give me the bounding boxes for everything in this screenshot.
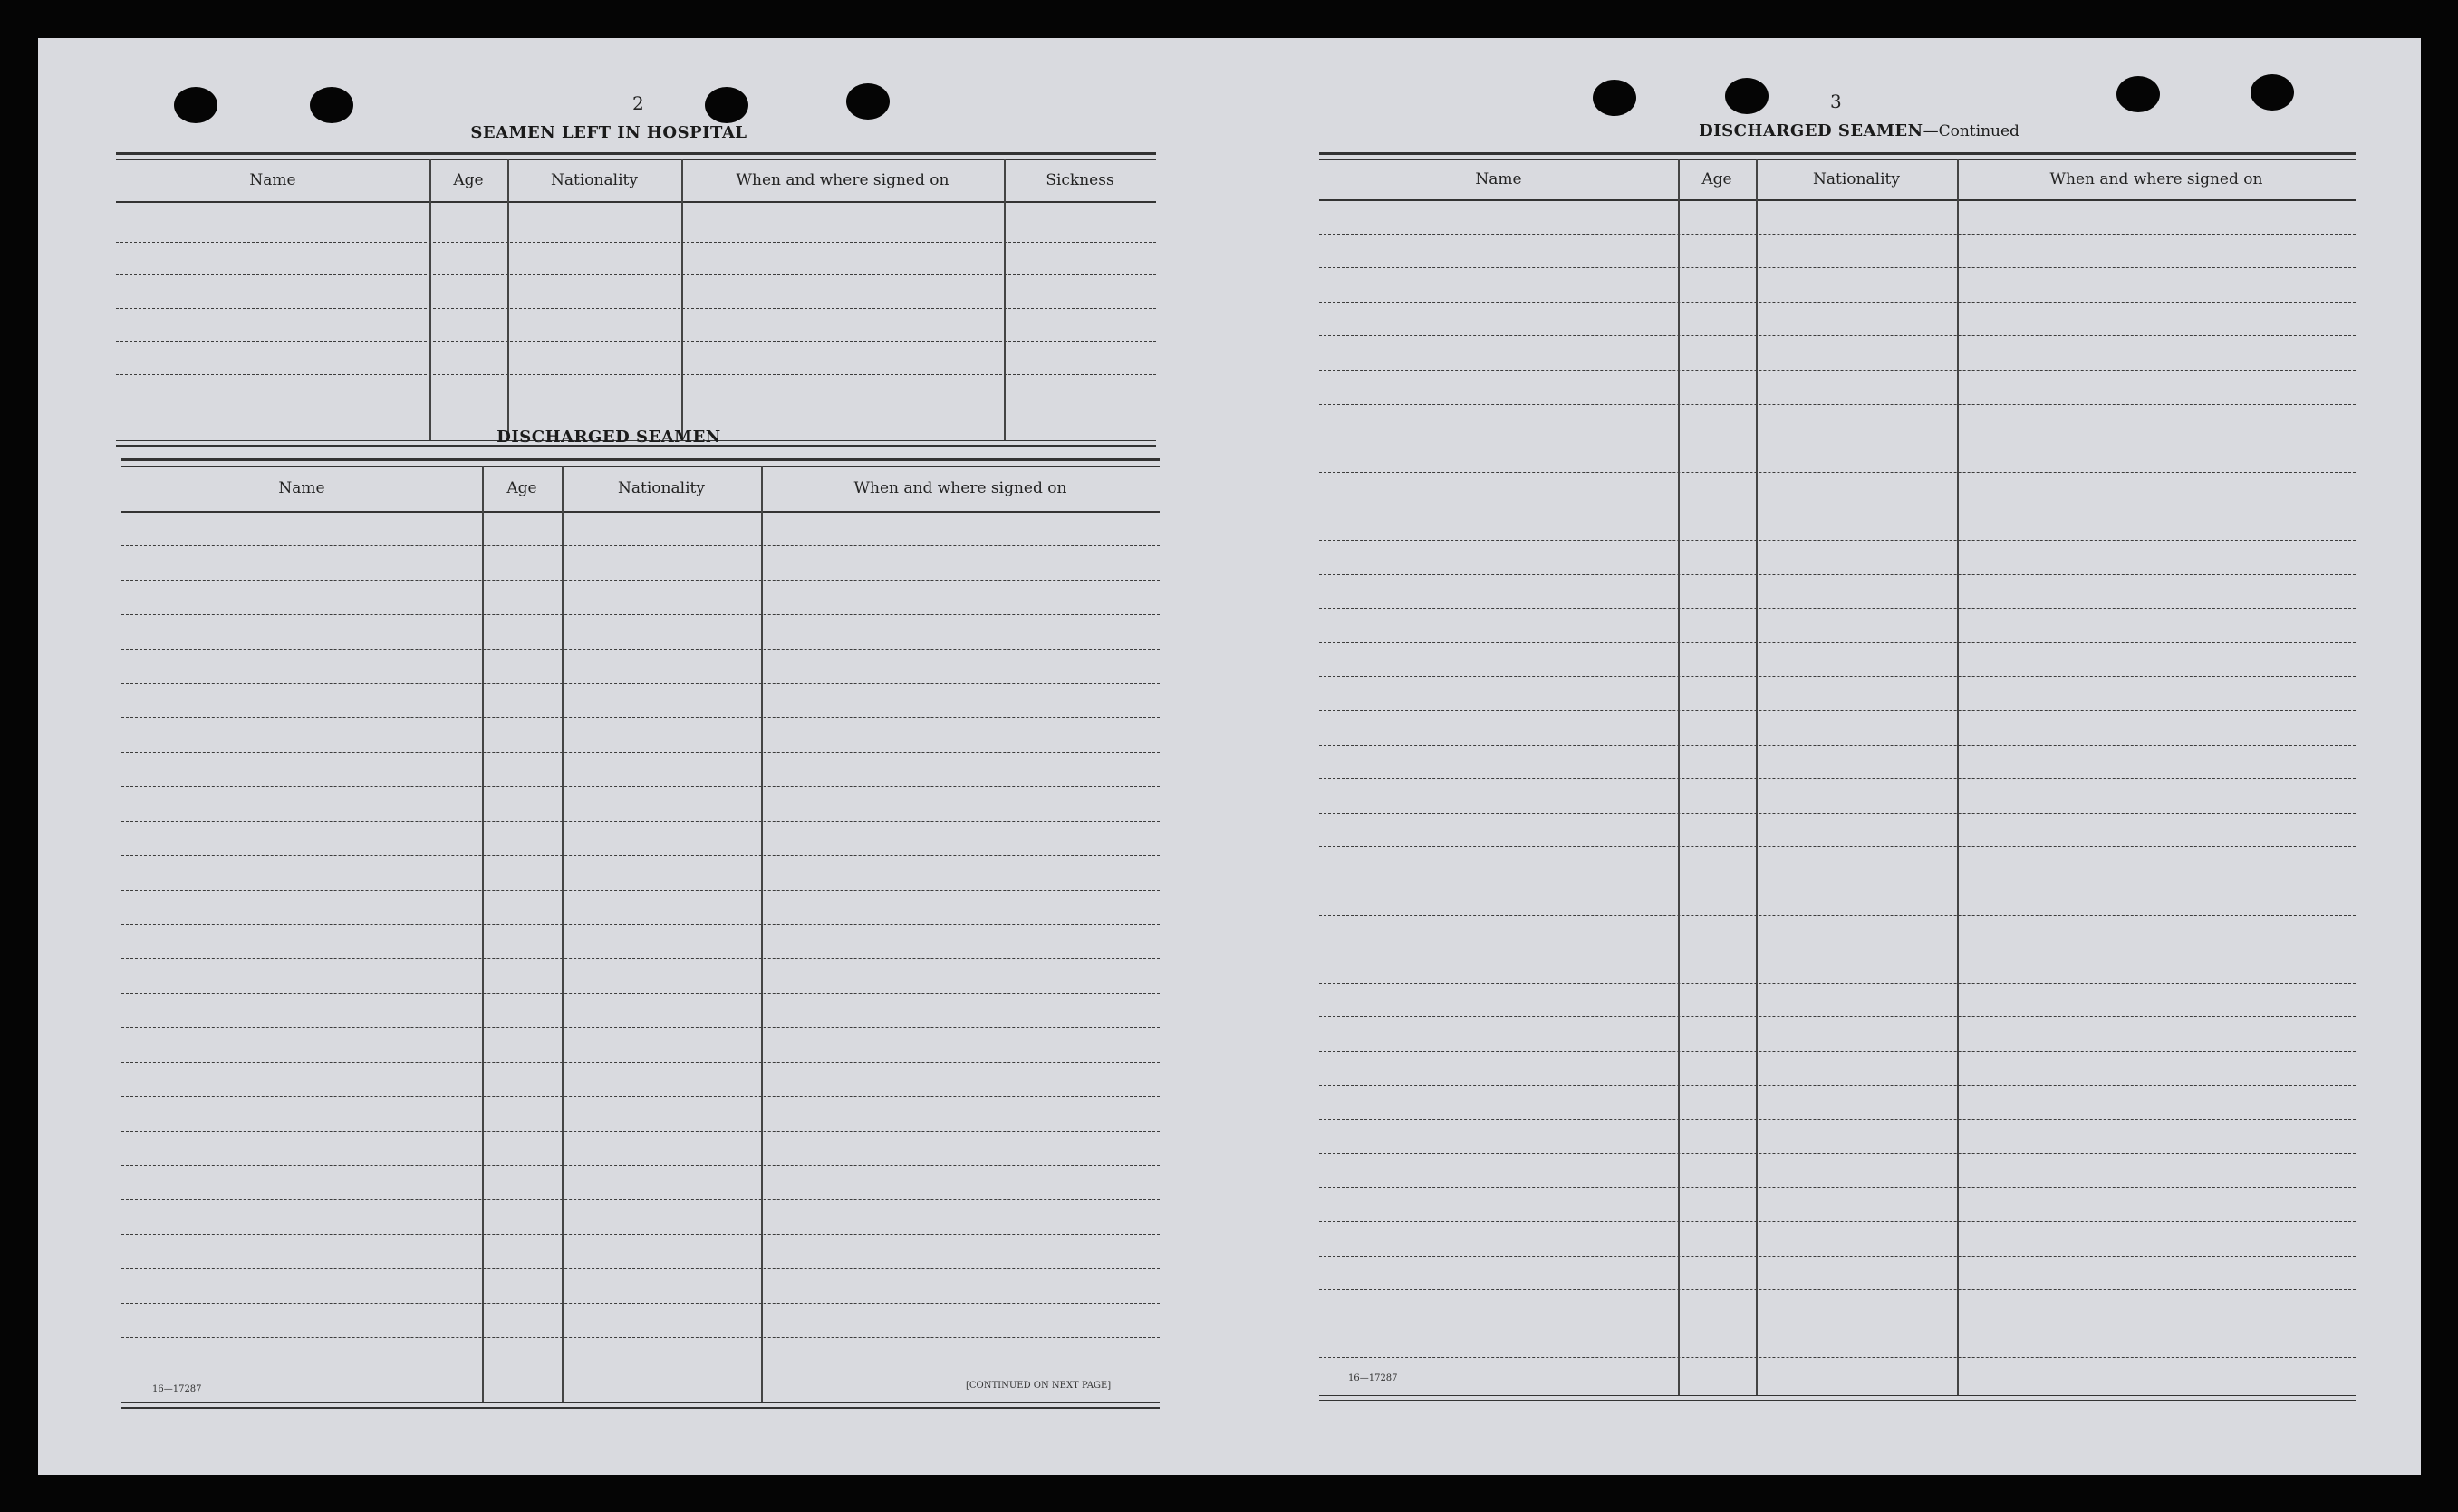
table-bottom-rule xyxy=(121,1402,1160,1409)
punch-hole xyxy=(2251,74,2294,111)
punch-hole xyxy=(1593,80,1636,116)
discharged-continued-title xyxy=(1651,121,2068,140)
table-row xyxy=(1319,983,2356,984)
column-divider xyxy=(482,466,484,1402)
table-row xyxy=(1319,370,2356,371)
table-row xyxy=(121,1303,1160,1304)
column-header-nationality: Nationality xyxy=(1813,170,1900,188)
hospital-section-title: SEAMEN LEFT IN HOSPITAL xyxy=(470,123,747,142)
table-row xyxy=(116,308,1156,309)
table-row xyxy=(121,1096,1160,1097)
table-row xyxy=(1319,267,2356,268)
table-row xyxy=(121,924,1160,925)
table-header xyxy=(121,466,1160,513)
table-row xyxy=(1319,234,2356,235)
table-row xyxy=(1319,1119,2356,1120)
column-divider xyxy=(1756,159,1758,1395)
table-row xyxy=(1319,745,2356,746)
table-row xyxy=(121,993,1160,994)
column-header-sickness: Sickness xyxy=(1046,171,1114,189)
table-row xyxy=(116,274,1156,275)
title-main: DISCHARGED SEAMEN xyxy=(1699,121,1923,140)
table-row xyxy=(1319,1357,2356,1358)
discharged-table-left xyxy=(121,458,1160,1413)
column-header-name: Name xyxy=(1475,170,1522,188)
column-header-signed-on: When and where signed on xyxy=(2049,170,2263,188)
table-row xyxy=(121,683,1160,684)
column-header-name: Name xyxy=(278,479,325,497)
table-row xyxy=(1319,676,2356,677)
table-row xyxy=(1319,1051,2356,1052)
table-row xyxy=(1319,1016,2356,1017)
column-divider xyxy=(562,466,564,1402)
table-row xyxy=(1319,335,2356,336)
table-row xyxy=(121,649,1160,650)
table-row xyxy=(1319,915,2356,916)
table-row xyxy=(121,580,1160,581)
punch-hole xyxy=(705,87,748,123)
punch-hole xyxy=(310,87,353,123)
table-row xyxy=(121,1165,1160,1166)
column-divider xyxy=(681,159,683,440)
table-row xyxy=(1319,1153,2356,1154)
column-divider xyxy=(761,466,763,1402)
table-row xyxy=(121,1268,1160,1269)
column-header-nationality: Nationality xyxy=(551,171,638,189)
column-header-age: Age xyxy=(506,479,537,497)
table-row xyxy=(121,855,1160,856)
punch-hole xyxy=(2116,76,2160,112)
table-row xyxy=(121,1131,1160,1132)
table-row xyxy=(121,614,1160,615)
table-row xyxy=(121,786,1160,787)
column-divider xyxy=(429,159,431,440)
table-row xyxy=(1319,1256,2356,1257)
continued-note: [CONTINUED ON NEXT PAGE] xyxy=(966,1381,1112,1391)
hospital-table xyxy=(116,152,1156,460)
column-header-name: Name xyxy=(249,171,296,189)
discharged-table-right xyxy=(1319,152,2356,1408)
column-divider xyxy=(1678,159,1680,1395)
table-row xyxy=(116,341,1156,342)
punch-hole xyxy=(174,87,217,123)
column-header-age: Age xyxy=(1701,170,1732,188)
column-header-signed-on: When and where signed on xyxy=(853,479,1067,497)
form-number-left: 16—17287 xyxy=(152,1384,202,1394)
table-row xyxy=(1319,574,2356,575)
table-row xyxy=(1319,302,2356,303)
table-row xyxy=(121,1027,1160,1028)
table-row xyxy=(1319,472,2356,473)
discharged-section-title: DISCHARGED SEAMEN xyxy=(496,428,721,447)
table-header xyxy=(1319,159,2356,201)
table-bottom-rule xyxy=(1319,1395,2356,1401)
table-row xyxy=(116,374,1156,375)
punch-hole xyxy=(846,83,890,120)
table-row xyxy=(121,821,1160,822)
punch-hole xyxy=(1725,78,1769,114)
table-row xyxy=(1319,1085,2356,1086)
table-row xyxy=(121,1234,1160,1235)
form-number-right: 16—17287 xyxy=(1348,1373,1398,1383)
table-row xyxy=(1319,608,2356,609)
column-divider xyxy=(1004,159,1006,440)
column-divider xyxy=(507,159,509,440)
table-row xyxy=(121,545,1160,546)
column-header-nationality: Nationality xyxy=(618,479,705,497)
table-row xyxy=(116,242,1156,243)
table-row xyxy=(1319,540,2356,541)
table-row xyxy=(1319,1221,2356,1222)
table-row xyxy=(121,890,1160,891)
column-header-signed-on: When and where signed on xyxy=(736,171,949,189)
column-header-age: Age xyxy=(453,171,484,189)
page-number-right: 3 xyxy=(1830,91,1842,112)
table-row xyxy=(1319,642,2356,643)
table-header xyxy=(116,159,1156,203)
table-row xyxy=(1319,1187,2356,1188)
page-number-left: 2 xyxy=(632,92,644,114)
table-row xyxy=(1319,778,2356,779)
table-row xyxy=(1319,813,2356,814)
table-row xyxy=(1319,846,2356,847)
table-row xyxy=(1319,1289,2356,1290)
column-divider xyxy=(1957,159,1959,1395)
form-sheet xyxy=(38,38,2421,1475)
table-row xyxy=(121,958,1160,959)
table-row xyxy=(1319,404,2356,405)
table-row xyxy=(121,717,1160,718)
table-row xyxy=(1319,710,2356,711)
table-row xyxy=(121,752,1160,753)
table-row xyxy=(121,1199,1160,1200)
table-row xyxy=(121,1337,1160,1338)
title-suffix: —Continued xyxy=(1923,122,2019,140)
table-row xyxy=(121,1062,1160,1063)
